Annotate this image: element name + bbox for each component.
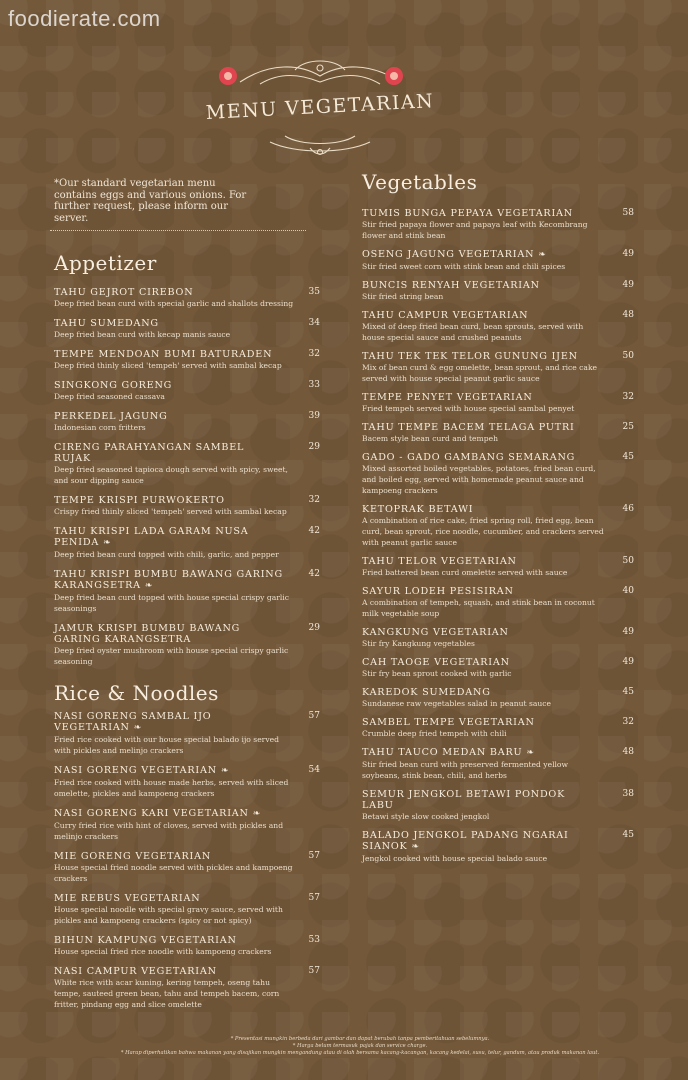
menu-item-name: KETOPRAK BETAWI — [362, 504, 474, 515]
menu-item — [362, 392, 634, 414]
menu-item-description: Crumble deep fried tempeh with chili — [362, 729, 507, 738]
menu-item — [362, 310, 634, 343]
menu-item — [54, 569, 324, 614]
menu-item — [362, 556, 634, 578]
left-column — [54, 178, 324, 1010]
menu-item-description: Fried battered bean curd omelette served with sauce — [362, 568, 568, 577]
menu-item-name: MIE GORENG VEGETARIAN — [54, 851, 212, 862]
menu-item-price: 42 — [308, 569, 320, 579]
menu-item — [362, 351, 634, 384]
section-title-rice-noodles: Rice & Noodles — [54, 681, 219, 705]
menu-item-description: Indonesian corn fritters — [54, 423, 146, 432]
menu-item — [362, 789, 634, 822]
menu-item — [362, 249, 634, 272]
chili-icon: ❧ — [103, 538, 112, 548]
menu-item-price: 57 — [308, 711, 320, 721]
vegetables-list — [362, 208, 634, 864]
menu-item-name: JAMUR KRISPI BUMBU BAWANG GARING KARANGSETRA — [54, 623, 241, 645]
footer-notes — [100, 1036, 620, 1057]
menu-item-name: NASI GORENG VEGETARIAN ❧ — [54, 765, 230, 776]
menu-item-description: Deep fried bean curd topped with house special crispy garlic seasonings — [54, 593, 289, 613]
menu-item-price: 38 — [622, 789, 634, 799]
menu-item — [54, 287, 324, 309]
menu-item — [362, 657, 634, 679]
menu-item-name: BUNCIS RENYAH VEGETARIAN — [362, 280, 540, 291]
menu-item-price: 25 — [622, 422, 634, 432]
menu-item-description: Deep fried thinly sliced 'tempeh' served with sambal kecap — [54, 361, 282, 370]
menu-item-price: 48 — [622, 747, 634, 757]
menu-item — [362, 687, 634, 709]
menu-item-price: 42 — [308, 526, 320, 536]
menu-item-price: 54 — [308, 765, 320, 775]
menu-item-price: 50 — [622, 556, 634, 566]
menu-item-description: Stir fry bean sprout cooked with garlic — [362, 669, 512, 678]
dotted-divider — [50, 230, 306, 231]
menu-item — [54, 808, 324, 842]
menu-item-name: NASI GORENG SAMBAL IJO VEGETARIAN ❧ — [54, 711, 212, 733]
menu-item-description: Mix of bean curd & egg omelette, bean sprout, and rice cake served with house special peanut garlic sauce — [362, 363, 598, 383]
menu-item-price: 58 — [622, 208, 634, 218]
menu-item-price: 35 — [308, 287, 320, 297]
menu-item — [54, 711, 324, 756]
menu-item-name: TEMPE KRISPI PURWOKERTO — [54, 495, 225, 506]
menu-item — [54, 442, 324, 486]
menu-item-name: TAHU GEJROT CIREBON — [54, 287, 194, 298]
section-title-vegetables: Vegetables — [362, 170, 478, 194]
menu-item-description: Mixed assorted boiled vegetables, potatoes, fried bean curd, and boiled egg, served with homemade peanut sauce and kampoeng crackers — [362, 464, 596, 495]
menu-item — [362, 280, 634, 302]
menu-item-description: A combination of tempeh, squash, and stink bean in coconut milk vegetable soup — [362, 598, 595, 618]
chili-icon: ❧ — [133, 723, 143, 733]
menu-item-price: 32 — [308, 495, 320, 505]
menu-item-description: Crispy fried thinly sliced 'tempeh' served with sambal kecap — [54, 507, 287, 516]
menu-item — [362, 208, 634, 241]
menu-item-price: 34 — [308, 318, 320, 328]
menu-item-description: Stir fried sweet corn with stink bean and chili spices — [362, 262, 566, 271]
menu-item-price: 49 — [622, 249, 634, 259]
menu-item — [54, 411, 324, 433]
menu-item-price: 48 — [622, 310, 634, 320]
menu-item-name: TAHU SUMEDANG — [54, 318, 159, 329]
menu-item-name: SINGKONG GORENG — [54, 380, 173, 391]
menu-item-price: 32 — [308, 349, 320, 359]
vegetarian-note: *Our standard vegetarian menu contains eggs and various onions. For further request, please inform our server. — [54, 178, 247, 224]
menu-item — [362, 627, 634, 649]
menu-item-description: Stir fry Kangkung vegetables — [362, 639, 475, 648]
menu-item-description: Deep fried oyster mushroom with house special crispy garlic seasoning — [54, 646, 289, 666]
menu-item-name: GADO - GADO GAMBANG SEMARANG — [362, 452, 576, 463]
menu-item-name: TAHU TAUCO MEDAN BARU ❧ — [362, 747, 535, 758]
menu-item-description: White rice with acar kuning, kering tempeh, oseng tahu tempe, sauteed green bean, tahu and tempeh bacem, corn fritter, pindang egg and slice omelette — [54, 978, 280, 1009]
menu-item — [54, 495, 324, 517]
menu-item-name: TAHU CAMPUR VEGETARIAN — [362, 310, 529, 321]
chili-icon: ❧ — [144, 581, 154, 591]
menu-item-description: Deep fried seasoned cassava — [54, 392, 165, 401]
menu-item-price: 40 — [622, 586, 634, 596]
menu-header — [200, 52, 440, 162]
chili-icon: ❧ — [411, 842, 420, 852]
menu-item-name: TEMPE PENYET VEGETARIAN — [362, 392, 533, 403]
watermark: foodierate.com — [8, 6, 161, 31]
menu-item — [54, 380, 324, 402]
menu-item-name: TEMPE MENDOAN BUMI BATURADEN — [54, 349, 273, 360]
menu-item-price: 33 — [308, 380, 320, 390]
menu-item — [362, 452, 634, 496]
menu-item-name: TUMIS BUNGA PEPAYA VEGETARIAN — [362, 208, 573, 219]
menu-item-price: 29 — [308, 623, 320, 633]
menu-item — [362, 504, 634, 548]
footer-line: * Harga belum termasuk pajak dan service charge. — [292, 1043, 428, 1049]
menu-item-price: 32 — [622, 392, 634, 402]
menu-item-name: CAH TAOGE VEGETARIAN — [362, 657, 510, 668]
menu-item-price: 57 — [308, 893, 320, 903]
menu-item-price: 29 — [308, 442, 320, 452]
menu-item-description: Deep fried bean curd topped with chili, garlic, and pepper — [54, 550, 279, 559]
menu-item-price: 49 — [622, 627, 634, 637]
menu-item-description: Betawi style slow cooked jengkol — [362, 812, 490, 821]
chili-icon: ❧ — [538, 250, 547, 260]
menu-item-description: Jengkol cooked with house special balado sauce — [362, 854, 548, 863]
menu-item-name: NASI CAMPUR VEGETARIAN — [54, 966, 217, 977]
menu-item-price: 57 — [308, 966, 320, 976]
chili-icon: ❧ — [252, 809, 262, 819]
menu-item-price: 49 — [622, 280, 634, 290]
menu-item-name: TAHU TEMPE BACEM TELAGA PUTRI — [362, 422, 575, 433]
menu-item-description: House special fried noodle served with pickles and kampoeng crackers — [54, 863, 293, 883]
menu-item-name: SAMBEL TEMPE VEGETARIAN — [362, 717, 535, 728]
menu-item-description: Stir fried papaya flower and papaya leaf with Kecombrang flower and stink bean — [362, 220, 588, 240]
menu-item-description: Fried rice cooked with our house special balado ijo served with pickles and melinjo crackers — [54, 735, 279, 755]
menu-item-description: House special fried rice noodle with kampoeng crackers — [54, 947, 272, 956]
menu-item-price: 50 — [622, 351, 634, 361]
menu-item-description: Deep fried bean curd with special garlic and shallots dressing — [54, 299, 294, 308]
menu-item-price: 45 — [622, 452, 634, 462]
menu-item-name: TAHU KRISPI LADA GARAM NUSA PENIDA ❧ — [54, 526, 249, 548]
rice-noodles-list — [54, 711, 324, 1010]
menu-title: MENU VEGETARIAN — [205, 90, 435, 124]
menu-item-description: House special noodle with special gravy sauce, served with pickles and kampoeng crackers (spicy or not spicy) — [54, 905, 283, 925]
menu-item — [54, 851, 324, 884]
menu-item — [54, 318, 324, 340]
menu-item-price: 45 — [622, 830, 634, 840]
menu-item — [54, 765, 324, 799]
menu-item-name: BIHUN KAMPUNG VEGETARIAN — [54, 935, 237, 946]
footer-line: * Presentasi mungkin berbeda dari gambar dan dapat berubah tanpa pemberitahuan sebelumnya. — [230, 1036, 490, 1042]
menu-item — [54, 935, 324, 957]
menu-item-name: TAHU TEK TEK TELOR GUNUNG IJEN — [362, 351, 578, 362]
menu-item-name: SEMUR JENGKOL BETAWI PONDOK LABU — [362, 789, 566, 811]
menu-item — [362, 717, 634, 739]
menu-item — [362, 422, 634, 444]
menu-item-description: Fried tempeh served with house special sambal penyet — [362, 404, 575, 413]
menu-item-name: OSENG JAGUNG VEGETARIAN ❧ — [362, 249, 547, 260]
menu-item-name: TAHU KRISPI BUMBU BAWANG GARING KARANGSETRA ❧ — [54, 569, 283, 591]
menu-item — [362, 747, 634, 781]
section-title-appetizer: Appetizer — [54, 251, 157, 275]
menu-item-price: 39 — [308, 411, 320, 421]
appetizer-list — [54, 287, 324, 667]
chili-icon: ❧ — [526, 748, 535, 758]
menu-item-description: Deep fried bean curd with kecap manis sauce — [54, 330, 231, 339]
menu-item — [54, 349, 324, 371]
menu-item-name: NASI GORENG KARI VEGETARIAN ❧ — [54, 808, 262, 819]
menu-item-name: MIE REBUS VEGETARIAN — [54, 893, 201, 904]
menu-item — [54, 623, 324, 667]
right-column — [362, 170, 634, 864]
menu-item-name: PERKEDEL JAGUNG — [54, 411, 168, 422]
menu-item-price: 32 — [622, 717, 634, 727]
menu-item-description: A combination of rice cake, fried spring roll, fried egg, bean curd, bean sprout, rice noodle, cucumber, and crackers served with peanut garlic sauce — [362, 516, 604, 547]
menu-item-name: CIRENG PARAHYANGAN SAMBEL RUJAK — [54, 442, 245, 464]
menu-item-price: 45 — [622, 687, 634, 697]
menu-item-name: SAYUR LODEH PESISIRAN — [362, 586, 514, 597]
menu-item-description: Deep fried seasoned tapioca dough served with spicy, sweet, and sour dipping sauce — [54, 465, 288, 485]
menu-item-name: KAREDOK SUMEDANG — [362, 687, 491, 698]
menu-item-description: Bacem style bean curd and tempeh — [362, 434, 498, 443]
menu-item-name: BALADO JENGKOL PADANG NGARAI SIANOK ❧ — [362, 830, 569, 852]
menu-item-description: Fried rice cooked with house made herbs, served with sliced omelette, pickles and kampoeng crackers — [54, 778, 289, 798]
menu-item — [54, 893, 324, 926]
menu-item-price: 46 — [622, 504, 634, 514]
menu-item-price: 57 — [308, 851, 320, 861]
menu-item — [362, 586, 634, 619]
menu-item-description: Mixed of deep fried bean curd, bean sprouts, served with house special sauce and crushed peanuts — [362, 322, 584, 342]
menu-item — [362, 830, 634, 864]
menu-item — [54, 966, 324, 1010]
menu-item-description: Stir fried string bean — [362, 292, 444, 301]
footer-line: * Harap diperhatikan bahwa makanan yang disajikan mungkin mengandung atau di olah bersama kacang-kacangan, kacang kedelai, susu, telur, gandum, atau produk makanan laut. — [120, 1050, 600, 1056]
menu-item-description: Stir fried bean curd with preserved fermented yellow soybeans, stink bean, chili, and herbs — [362, 760, 569, 780]
menu-item-price: 49 — [622, 657, 634, 667]
chili-icon: ❧ — [220, 766, 230, 776]
menu-item — [54, 526, 324, 560]
menu-item-name: KANGKUNG VEGETARIAN — [362, 627, 509, 638]
menu-item-description: Curry fried rice with hint of cloves, served with pickles and melinjo crackers — [54, 821, 284, 841]
menu-item-name: TAHU TELOR VEGETARIAN — [362, 556, 517, 567]
menu-item-price: 53 — [308, 935, 320, 945]
menu-item-description: Sundanese raw vegetables salad in peanut sauce — [362, 699, 552, 708]
